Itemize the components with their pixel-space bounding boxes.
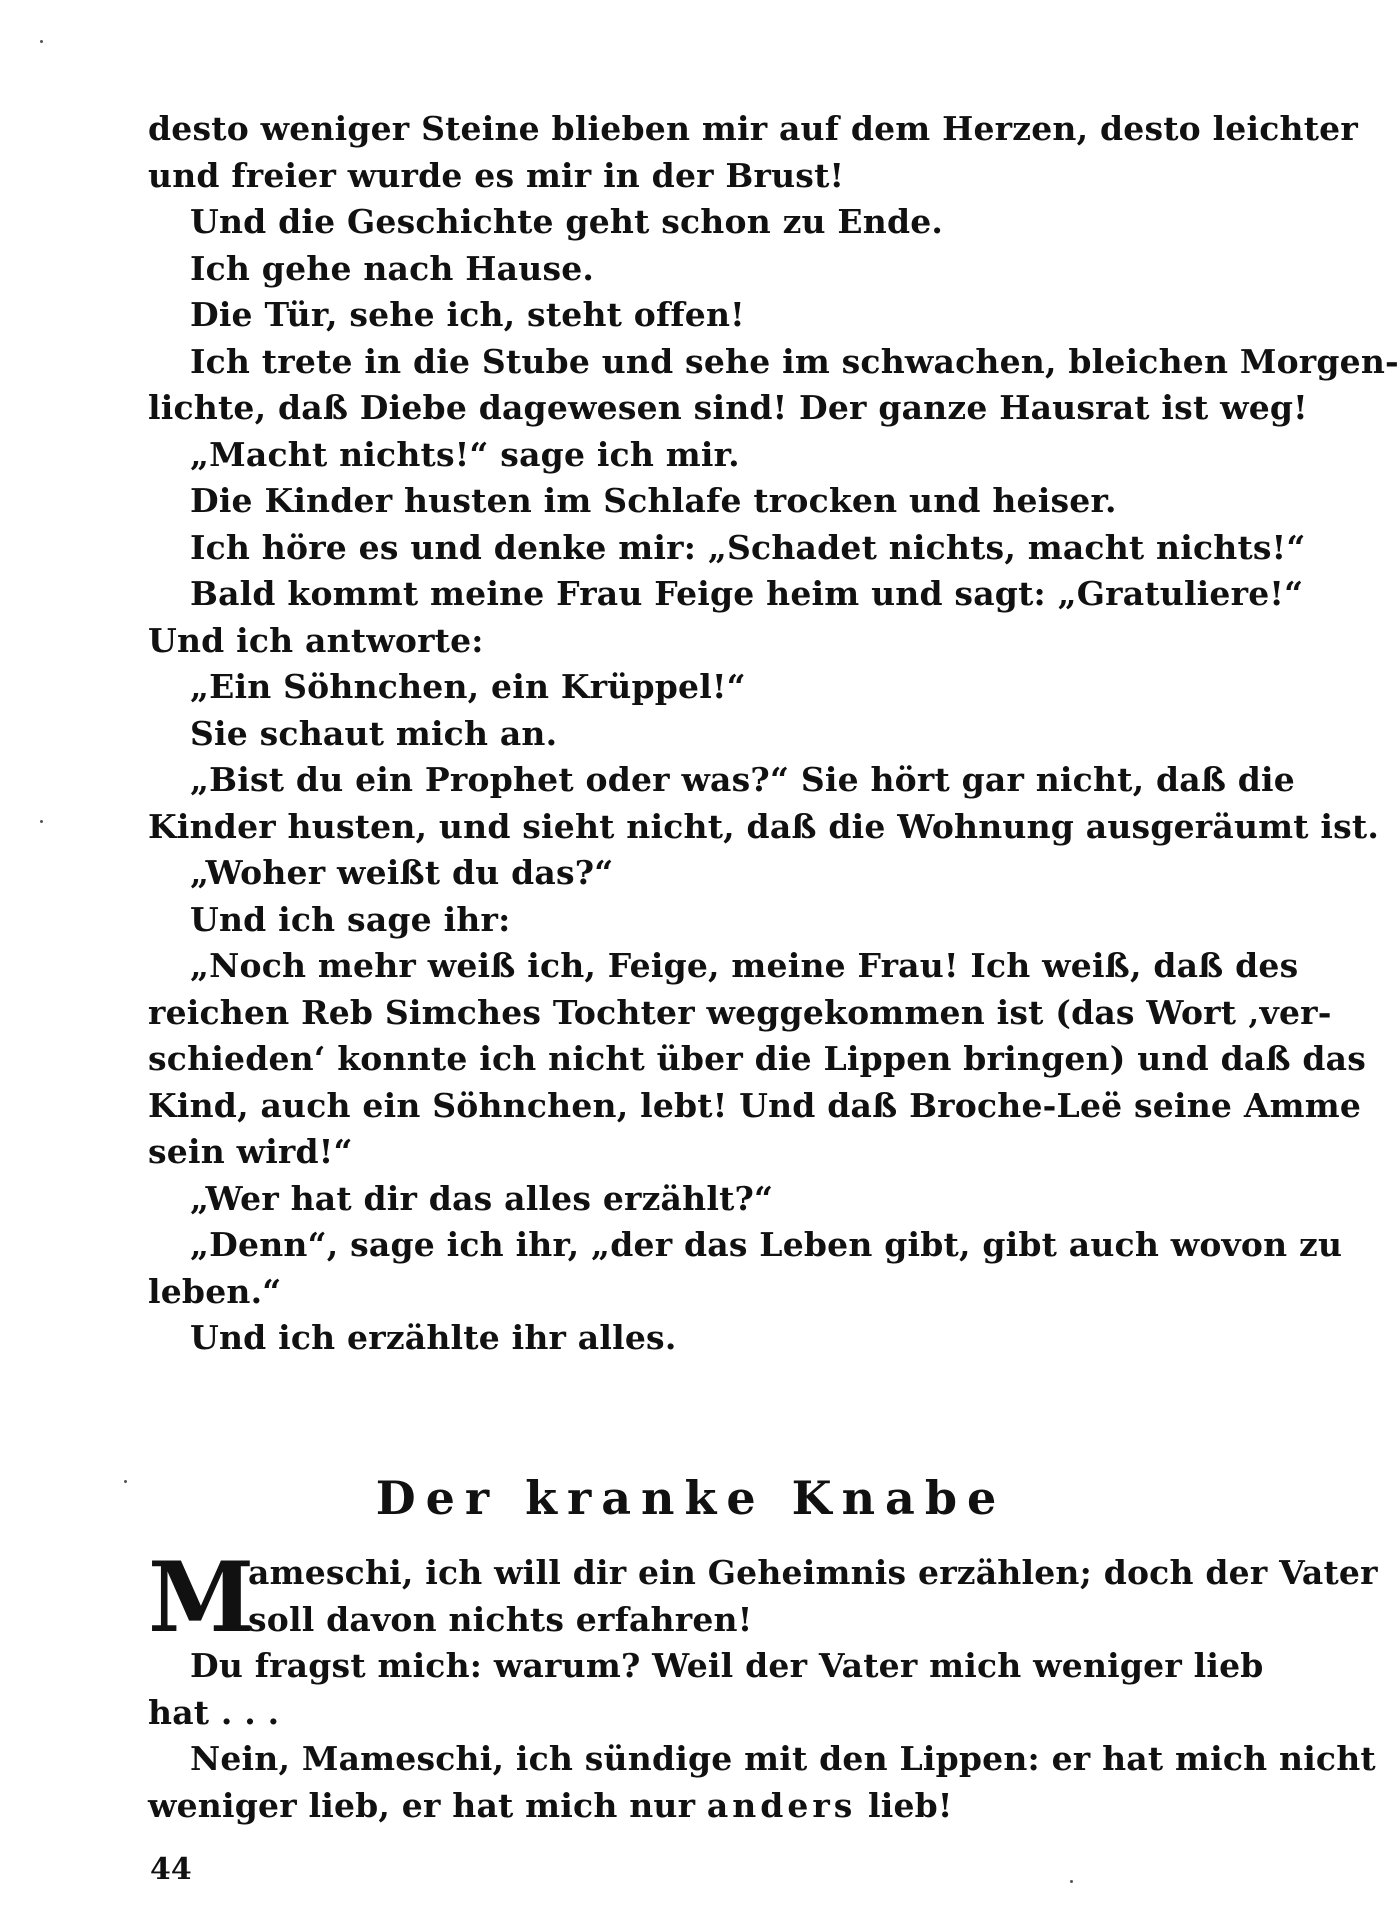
text-line: schieden‘ konnte ich nicht über die Lippen bringen) und daß das [148, 1039, 1367, 1078]
story-text-section [148, 106, 1399, 1362]
text-line: desto weniger Steine blieben mir auf dem Herzen, desto leichter [148, 109, 1358, 148]
text-line: „Woher weißt du das?“ [190, 853, 614, 892]
text-line [148, 1783, 1234, 1830]
page-number: 44 [150, 1852, 192, 1887]
text-line: und freier wurde es mir in der Brust! [148, 155, 845, 195]
text-line: Du fragst mich: warum? Weil der Vater mich weniger lieb [190, 1646, 1264, 1685]
text-line: „Denn“, sage ich ihr, „der das Leben gibt, gibt auch wovon zu [190, 1225, 1343, 1264]
text-line: Ich trete in die Stube und sehe im schwachen, bleichen Morgen- [190, 341, 1399, 381]
text-line: Und ich sage ihr: [190, 899, 511, 939]
text-line: sein wird!“ [148, 1132, 353, 1171]
text-line: „Wer hat dir das alles erzählt?“ [190, 1178, 774, 1218]
text-line: Die Tür, sehe ich, steht offen! [190, 295, 745, 334]
text-line: Und ich antworte: [148, 620, 484, 660]
text-line: Ich höre es und denke mir: „Schadet nichts, macht nichts!“ [190, 527, 1306, 567]
text-line: „Ein Söhnchen, ein Krüppel!“ [190, 667, 746, 706]
text-line: „Macht nichts!“ sage ich mir. [190, 434, 740, 474]
chapter-text-section [148, 1541, 1378, 1829]
text-line: Sie schaut mich an. [190, 713, 558, 753]
paper-speck [40, 40, 43, 43]
text-line: Kinder husten, und sieht nicht, daß die Wohnung ausgeräumt ist. [148, 806, 1380, 846]
text-line: Bald kommt meine Frau Feige heim und sagt: „Gratuliere!“ [190, 574, 1304, 613]
paper-speck [1070, 1880, 1073, 1883]
emphasized-word: anders [706, 1785, 857, 1825]
text-line: Kind, auch ein Söhnchen, lebt! Und daß Broche-Leë seine Amme [148, 1085, 1362, 1125]
text-fragment: lieb! [856, 1785, 953, 1825]
text-line: Und ich erzählte ihr alles. [190, 1318, 677, 1357]
chapter-heading: Der kranke Knabe [375, 1471, 1007, 1525]
text-line: ameschi, ich will dir ein Geheimnis erzählen; doch der Vater [248, 1553, 1378, 1592]
text-line: lichte, daß Diebe dagewesen sind! Der ganze Hausrat ist weg! [148, 388, 1308, 427]
text-line: Und die Geschichte geht schon zu Ende. [190, 202, 944, 241]
text-line: Nein, Mameschi, ich sündige mit den Lippen: er hat mich nicht [190, 1739, 1376, 1778]
text-line: „Bist du ein Prophet oder was?“ Sie hört gar nicht, daß die [190, 760, 1295, 799]
text-fragment: weniger lieb, er hat mich nur [148, 1785, 707, 1825]
text-line: Die Kinder husten im Schlafe trocken und heiser. [190, 481, 1117, 520]
text-line: Ich gehe nach Hause. [190, 248, 595, 288]
text-line: hat . . . [148, 1692, 280, 1732]
text-line: leben.“ [148, 1271, 282, 1311]
paper-speck [40, 820, 43, 823]
text-line: soll davon nichts erfahren! [248, 1599, 753, 1639]
drop-cap-letter: M [148, 1541, 255, 1654]
text-line: reichen Reb Simches Tochter weggekommen ist (das Wort ‚ver- [148, 992, 1332, 1032]
paper-speck [124, 1480, 127, 1483]
text-line: „Noch mehr weiß ich, Feige, meine Frau! Ich weiß, daß des [190, 946, 1299, 985]
